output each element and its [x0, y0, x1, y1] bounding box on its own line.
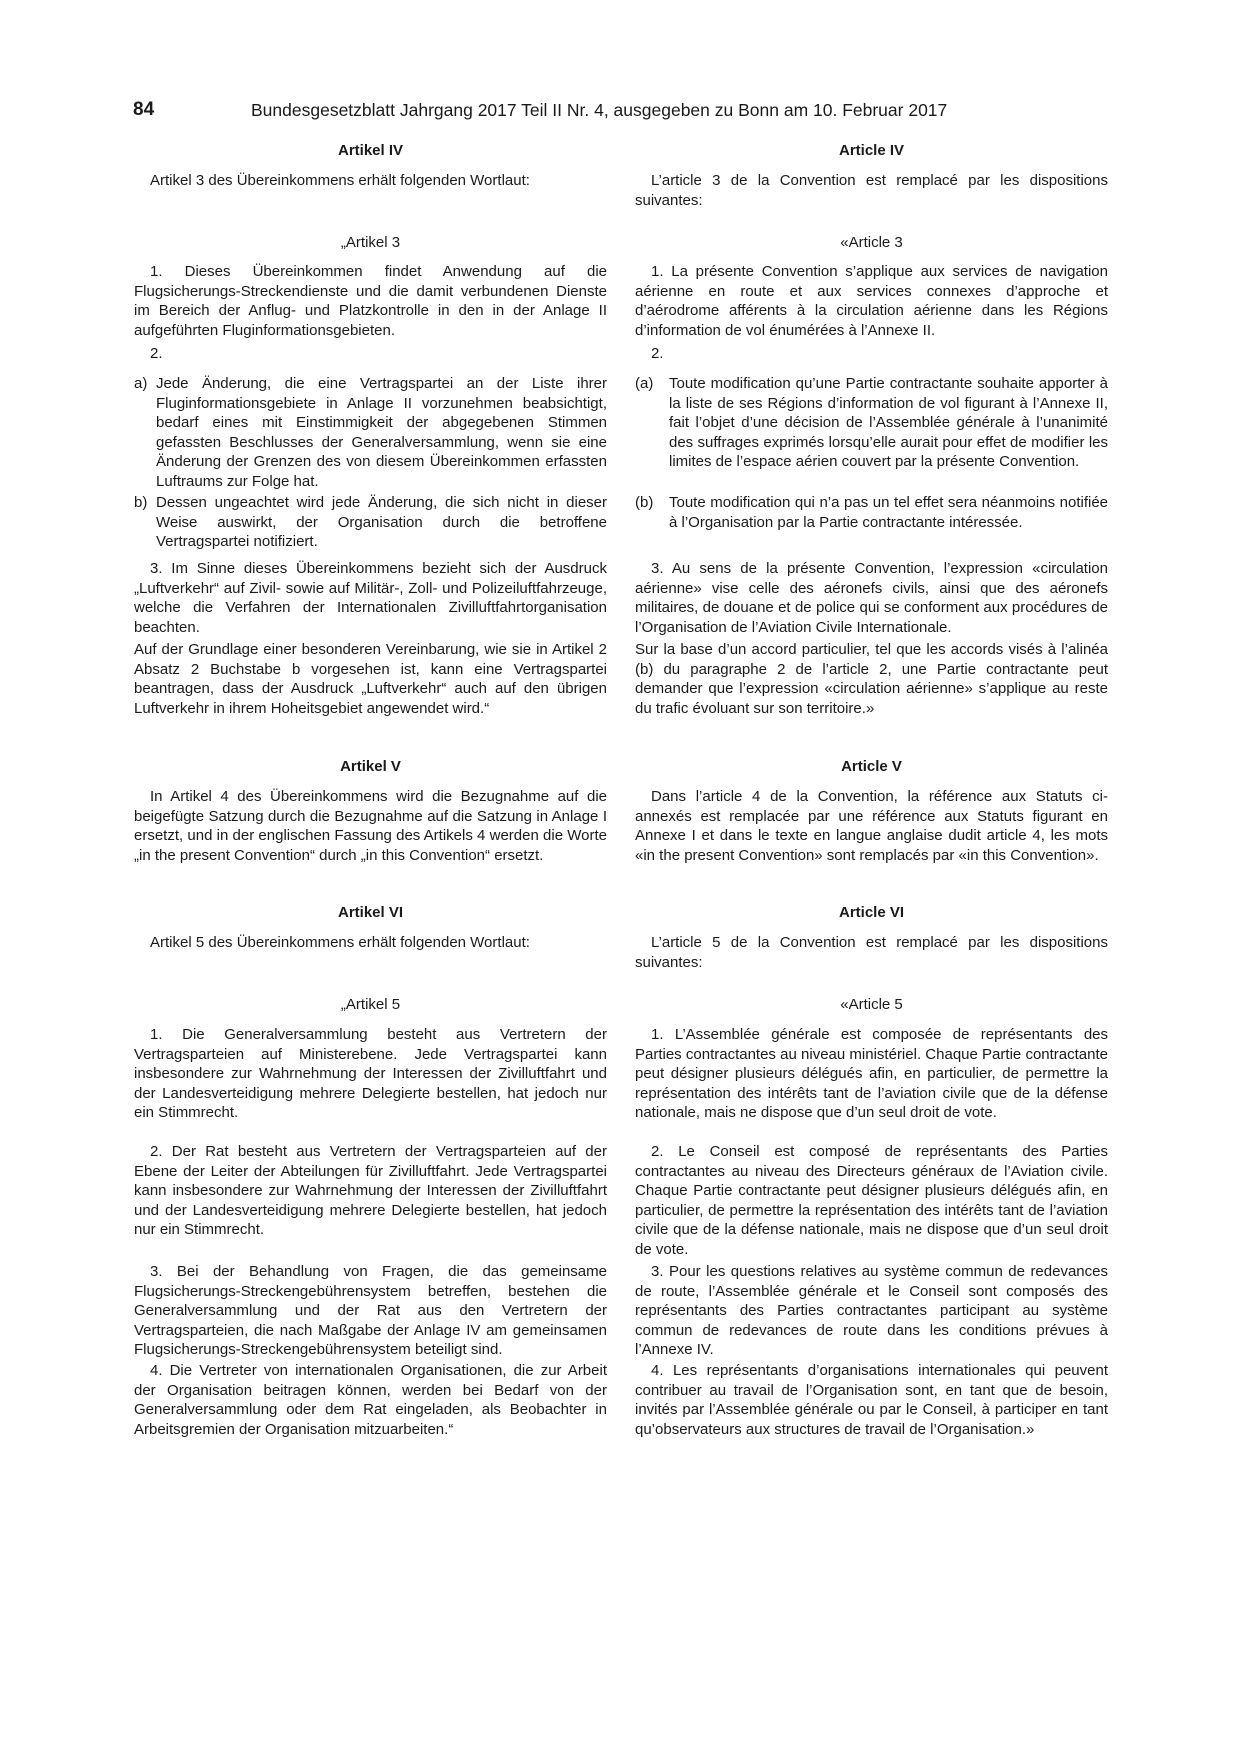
article-heading: Article V — [841, 758, 902, 775]
paragraph: 3. Pour les questions relatives au système commun de redevances de route, l’Assemblée générale et le Conseil sont composés des représentants des Parties contractantes participant au système commun de redevances de route dans les conditions prévues à l’Annexe IV. — [635, 1263, 1108, 1359]
paragraph-number: 2. — [651, 345, 664, 362]
list-marker: (a) — [635, 375, 654, 392]
paragraph: 1. L’Assemblée générale est composée de représentants des Parties contractantes au niveau ministériel. Chaque Partie contractante peut désigner plusieurs délégués afin, en particulier, de permettre la représentation des intérêts tant de l’aviation civile que de la défense nationale, mais ne dispose que d’un seul droit de vote. — [635, 1026, 1108, 1122]
paragraph: 4. Les représentants d’organisations internationales qui peuvent contribuer au travail de l’Organisation sont, en tant que de besoin, invités par l’Assemblée générale ou par le Conseil, à participer en tant qu’observateurs aux structures de travail de l’Organisation.» — [635, 1362, 1108, 1438]
paragraph: Sur la base d’un accord particulier, tel que les accords visés à l’alinéa (b) du paragraphe 2 de l’article 2, une Partie contractante peut demander que l’expression «circulation aérienne» s’applique au reste du trafic évoluant sur son territoire.» — [635, 641, 1108, 717]
article-heading: Artikel IV — [337, 142, 404, 159]
paragraph: 2. Der Rat besteht aus Vertretern der Vertragsparteien auf der Ebene der Leiter der Abteilungen für Zivilluftfahrt. Jede Vertragspartei kann insbesondere zur Wahrnehmung der Interessen der Zivilluftfahrt und der Landesverteidigung mehrere Delegierte bestellen, hat jedoch nur ein Stimmrecht. — [134, 1143, 607, 1239]
paragraph: 4. Die Vertreter von internationalen Organisationen, die zur Arbeit der Organisation beitragen können, werden bei Bedarf von der Generalversammlung oder dem Rat eingeladen, als Beobachter in Arbeitsgremien der Organisation mitzuarbeiten.“ — [134, 1362, 607, 1438]
article-heading: Article IV — [838, 142, 905, 159]
list-item-text: Jede Änderung, die eine Vertragspartei an der Liste ihrer Fluginformationsgebiete in Anlage II vorzunehmen beabsichtigt, bedarf eines mit Einstimmigkeit der abgegebenen Stimmen gefassten Beschlusses der Generalversammlung, wenn sie eine Änderung der Grenzen des von diesem Übereinkommen erfassten Luftraums zur Folge hat. — [156, 375, 607, 490]
quoted-article-heading: «Article 5 — [840, 996, 903, 1013]
paragraph-number: 2. — [150, 345, 163, 362]
list-item-text: Dessen ungeachtet wird jede Änderung, die sich nicht in dieser Weise auswirkt, der Organisation durch die betroffene Vertragspartei notifiziert. — [156, 494, 607, 551]
paragraph: 3. Au sens de la présente Convention, l’expression «circulation aérienne» vise celle des aéronefs civils, ainsi que des aéronefs militaires, de douane et de police qui se conforment aux procédures de l’Organisation de l’Aviation Civile Internationale. — [635, 560, 1108, 636]
paragraph: 1. Dieses Übereinkommen findet Anwendung auf die Flugsicherungs-Streckendienste und die damit verbundenen Dienste im Bereich der Anflug- und Platzkontrolle in den in der Anlage II aufgeführten Fluginformationsgebieten. — [134, 263, 607, 339]
page-number: 84 — [133, 99, 155, 120]
list-item — [635, 493, 1108, 532]
list-marker: (b) — [635, 494, 654, 511]
list-item — [134, 493, 607, 552]
article-heading: Artikel VI — [337, 904, 404, 921]
article-intro: Artikel 3 des Übereinkommens erhält folgenden Wortlaut: — [150, 172, 530, 189]
paragraph: Dans l’article 4 de la Convention, la référence aux Statuts ci-annexés est remplacée par une référence aux Statuts figurant en Annexe I et dans le texte en langue anglaise dudit article 4, les mots «in the present Convention» sont remplacés par «in this Convention». — [635, 788, 1108, 864]
page-header — [133, 99, 1108, 125]
list-marker: a) — [134, 375, 148, 392]
list-item-text: Toute modification qui n’a pas un tel effet sera néanmoins notifiée à l’Organisation par la Partie contractante intéressée. — [669, 494, 1108, 531]
paragraph: Auf der Grundlage einer besonderen Vereinbarung, wie sie in Artikel 2 Absatz 2 Buchstabe b vorgesehen ist, kann eine Vertragspartei beantragen, dass der Ausdruck „Luftverkehr“ auch auf den übrigen Luftverkehr in ihrem Hoheitsgebiet angewendet wird.“ — [134, 641, 607, 717]
paragraph: 1. La présente Convention s’applique aux services de navigation aérienne en route et aux services connexes d’approche et d’aérodrome afférents à la circulation aérienne dans les Régions d’information de vol énumérées à l’Annexe II. — [635, 263, 1108, 339]
quoted-article-heading: „Artikel 3 — [340, 234, 401, 251]
list-item — [134, 374, 607, 492]
list-item — [635, 374, 1108, 472]
article-intro: L’article 3 de la Convention est remplacé par les dispositions suivantes: — [635, 172, 1108, 209]
list-marker: b) — [134, 494, 148, 511]
paragraph: 2. Le Conseil est composé de représentants des Parties contractantes au niveau des Directeurs généraux de l’Aviation civile. Chaque Partie contractante peut désigner plusieurs délégués afin, en particulier, de permettre la représentation des intérêts tant de l’aviation civile que de la défense nationale, mais ne dispose que d’un seul droit de vote. — [635, 1143, 1108, 1258]
paragraph: 3. Bei der Behandlung von Fragen, die das gemeinsame Flugsicherungs-Streckengebührensystem betreffen, bestehen die Generalversammlung und der Rat aus den Vertretern der Vertragsparteien, die nach Maßgabe der Anlage IV am gemeinsamen Flugsicherungs-Streckengebührensystem beteiligt sind. — [134, 1263, 607, 1359]
list-item-text: Toute modification qu’une Partie contractante souhaite apporter à la liste de ses Régions d’information de vol figurant à l’Annexe II, fait l’objet d’une décision de l’Assemblée générale à l’unanimité des suffrages exprimés lorsqu’elle aurait pour effet de modifier les limites de l’espace aérien couvert par la présente Convention. — [669, 375, 1108, 471]
article-intro: L’article 5 de la Convention est remplacé par les dispositions suivantes: — [635, 934, 1108, 971]
paragraph: In Artikel 4 des Übereinkommens wird die Bezugnahme auf die beigefügte Satzung durch die Bezugnahme auf die Satzung in Anlage I ersetzt, und in der englischen Fassung des Artikels 4 werden die Worte „in the present Convention“ durch „in this Convention“ ersetzt. — [134, 788, 607, 864]
article-heading: Artikel V — [340, 758, 401, 775]
running-title: Bundesgesetzblatt Jahrgang 2017 Teil II Nr. 4, ausgegeben zu Bonn am 10. Februar 2017 — [251, 100, 948, 120]
paragraph: 1. Die Generalversammlung besteht aus Vertretern der Vertragsparteien auf Ministerebene. Jede Vertragspartei kann insbesondere zur Wahrnehmung der Interessen der Zivilluftfahrt und der Landesverteidigung mehrere Delegierte bestellen, hat jedoch nur ein Stimmrecht. — [134, 1026, 607, 1122]
quoted-article-heading: «Article 3 — [840, 234, 903, 251]
article-intro: Artikel 5 des Übereinkommens erhält folgenden Wortlaut: — [150, 934, 530, 951]
paragraph: 3. Im Sinne dieses Übereinkommens bezieht sich der Ausdruck „Luftverkehr“ auf Zivil- sowie auf Militär-, Zoll- und Polizeiluftfahrzeuge, welche die Verfahren der Internationalen Zivilluftfahrtorganisation beachten. — [134, 560, 607, 636]
quoted-article-heading: „Artikel 5 — [340, 996, 401, 1013]
article-heading: Article VI — [838, 904, 905, 921]
